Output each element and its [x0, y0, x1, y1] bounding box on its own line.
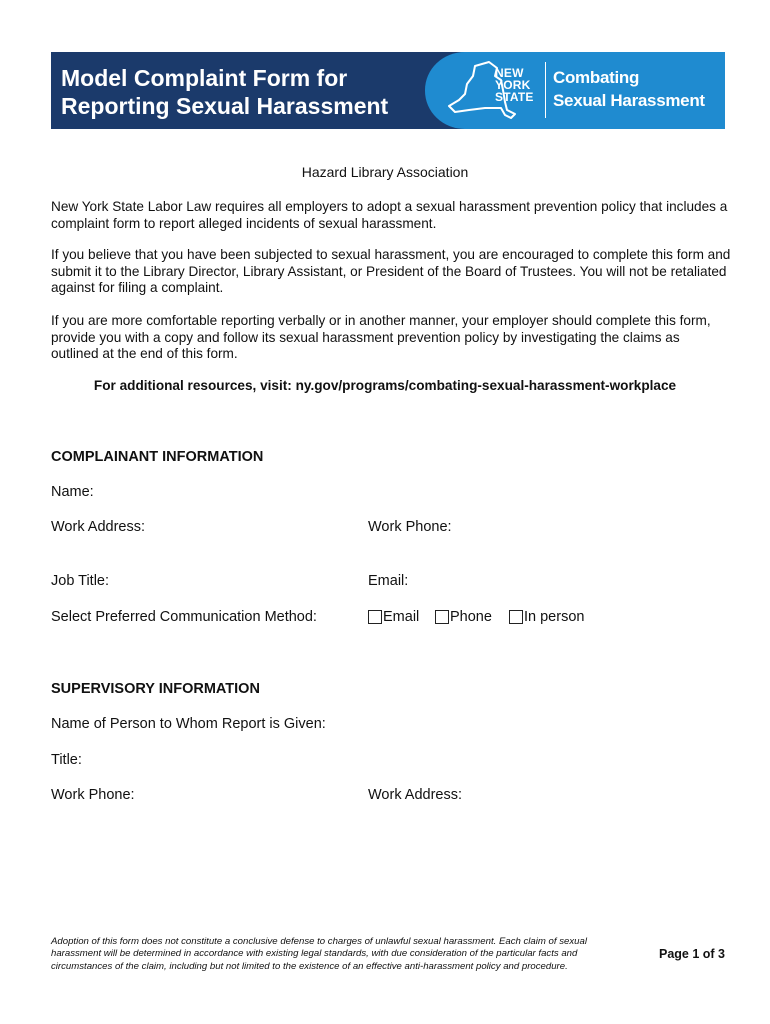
- cs-line-2: Sexual Harassment: [553, 91, 705, 110]
- complainant-heading: COMPLAINANT INFORMATION: [51, 449, 264, 465]
- nys-wordmark: [495, 67, 534, 103]
- supervisor-work-address-field-label: Work Address:: [368, 787, 463, 803]
- combating-sexual-harassment-wordmark: [553, 66, 705, 112]
- email-option-label: Email: [383, 609, 420, 625]
- comm-method-label: Select Preferred Communication Method:: [51, 609, 317, 625]
- report-given-field-label: Name of Person to Whom Report is Given:: [51, 716, 326, 732]
- form-title: [61, 64, 451, 120]
- resources-link[interactable]: For additional resources, visit: ny.gov/programs/combating-sexual-harassment-workplace: [93, 378, 677, 393]
- comm-option-phone[interactable]: [435, 609, 492, 625]
- supervisor-title-field-label: Title:: [51, 752, 82, 768]
- work-phone-field-label: Work Phone:: [368, 519, 452, 535]
- email-field-label: Email:: [368, 573, 409, 589]
- intro-paragraph-3: If you are more comfortable reporting verbally or in another manner, your employer should complete this form, provide you with a copy and follow its sexual harassment prevention policy by investigating the claims as outlined at the end of this form.: [51, 313, 711, 361]
- intro-paragraph-1: New York State Labor Law requires all employers to adopt a sexual harassment prevention policy that includes a complaint form to report alleged incidents of sexual harassment.: [51, 199, 728, 231]
- nys-logo-panel: [425, 52, 725, 129]
- job-title-field-label: Job Title:: [51, 573, 110, 589]
- nys-line-2: YORK: [495, 78, 531, 92]
- cs-line-1: Combating: [553, 68, 640, 87]
- footer-disclaimer: Adoption of this form does not constitute a conclusive defense to charges of unlawful sexual harassment. Each claim of sexual harassment will be determined in accordance with existing legal standards, with due consideration of the particular facts and circumstances of the claim, including but not limited to the existence of an effective anti-harassment policy and procedure.: [51, 936, 587, 972]
- comm-option-in-person[interactable]: [509, 609, 584, 625]
- intro-paragraph-2: If you believe that you have been subjected to sexual harassment, you are encouraged to complete this form and submit it to the Library Director, Library Assistant, or President of the Board of Trustees. You will not be retaliated against for filing a complaint.: [51, 247, 731, 295]
- phone-checkbox[interactable]: [435, 610, 449, 624]
- phone-option-label: Phone: [450, 609, 492, 625]
- nys-line-3: STATE: [495, 90, 534, 104]
- comm-option-email[interactable]: [368, 609, 419, 625]
- supervisor-work-phone-field-label: Work Phone:: [51, 787, 135, 803]
- in-person-checkbox[interactable]: [509, 610, 523, 624]
- email-checkbox[interactable]: [368, 610, 382, 624]
- name-field-label: Name:: [51, 484, 94, 500]
- organization-name: Hazard Library Association: [301, 164, 469, 180]
- page-number: Page 1 of 3: [659, 947, 725, 961]
- work-address-field-label: Work Address:: [51, 519, 146, 535]
- in-person-option-label: In person: [524, 609, 585, 625]
- form-title-line-2: Reporting Sexual Harassment: [61, 93, 389, 119]
- form-title-line-1: Model Complaint Form for: [61, 65, 348, 91]
- nys-line-1: NEW: [495, 66, 524, 80]
- supervisory-heading: SUPERVISORY INFORMATION: [51, 681, 260, 697]
- logo-divider: [545, 62, 546, 118]
- header-banner: [51, 52, 725, 129]
